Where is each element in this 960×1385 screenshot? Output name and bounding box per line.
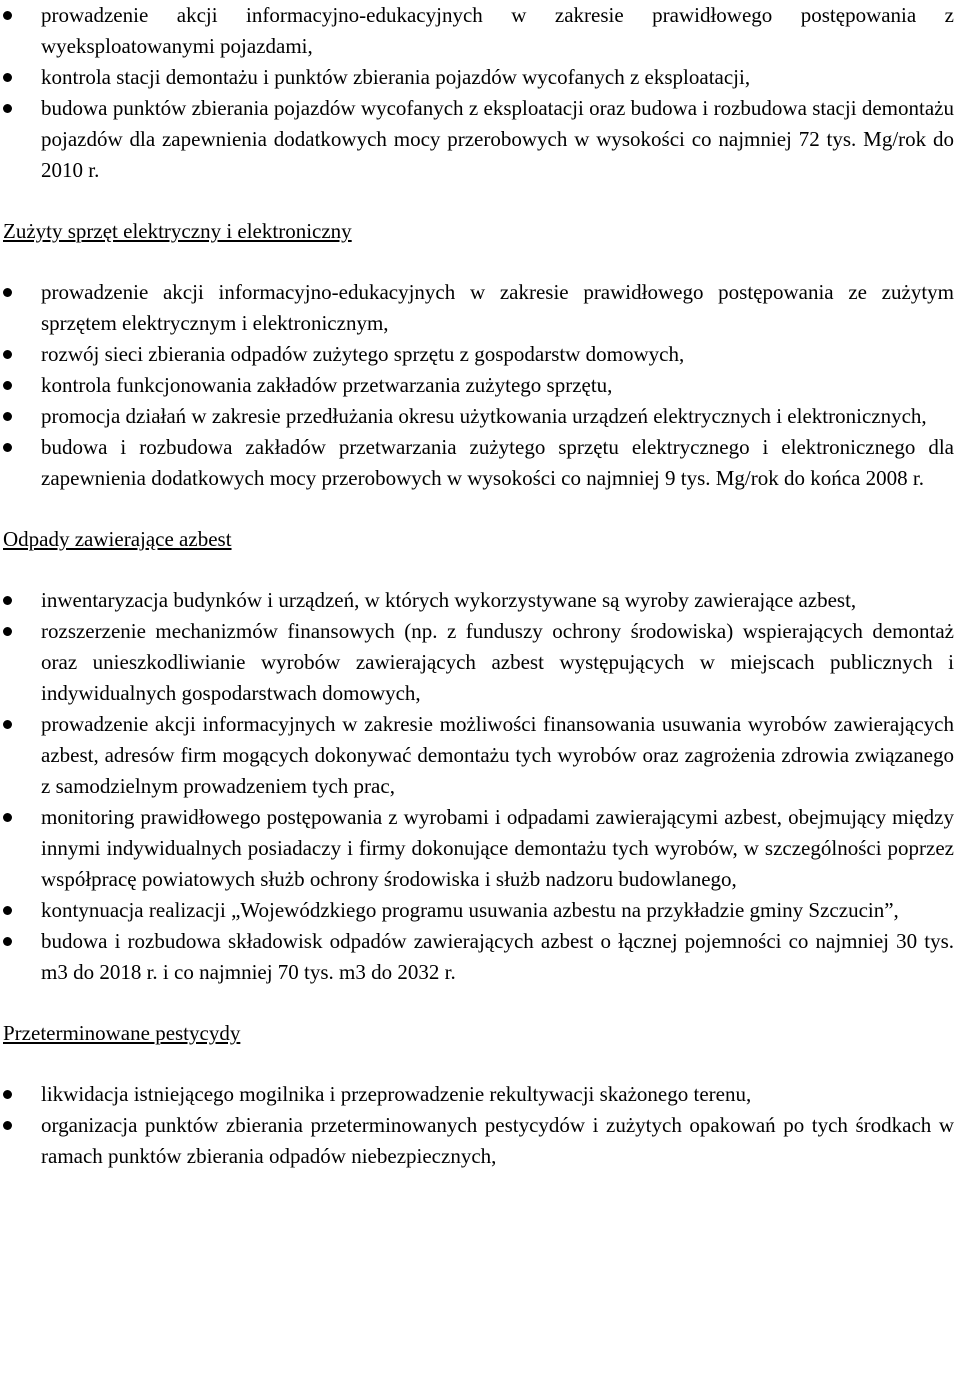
list-item-text: budowa i rozbudowa zakładów przetwarzania zużytego sprzętu elektrycznego i elektronicznego dla zapewnienia dodatkowych mocy przerobowych w wysokości co najmniej 9 tys. Mg/rok do końca 2008 r. <box>41 435 954 490</box>
asbestos-list <box>3 585 954 988</box>
bullet-icon <box>3 937 12 946</box>
list-item-text: promocja działań w zakresie przedłużania okresu użytkowania urządzeń elektrycznych i elektronicznych, <box>41 404 927 428</box>
list-item <box>3 585 954 616</box>
list-item-text: rozwój sieci zbierania odpadów zużytego sprzętu z gospodarstw domowych, <box>41 342 685 366</box>
section-heading-pesticides: Przeterminowane pestycydy <box>3 1021 241 1045</box>
bullet-icon <box>3 443 12 452</box>
bullet-icon <box>3 381 12 390</box>
list-item <box>3 895 954 926</box>
list-item-text: prowadzenie akcji informacyjno-edukacyjnych w zakresie prawidłowego postępowania z wyeksploatowanymi pojazdami, <box>41 3 954 58</box>
list-item-text: organizacja punktów zbierania przeterminowanych pestycydów i zużytych opakowań po tych środkach w ramach punktów zbierania odpadów niebezpiecznych, <box>41 1113 954 1168</box>
list-item-text: prowadzenie akcji informacyjno-edukacyjnych w zakresie prawidłowego postępowania ze zużytym sprzętem elektrycznym i elektronicznym, <box>41 280 954 335</box>
list-item <box>3 339 954 370</box>
list-item <box>3 432 954 494</box>
list-item-text: inwentaryzacja budynków i urządzeń, w których wykorzystywane są wyroby zawierające azbest, <box>41 588 857 612</box>
bullet-icon <box>3 350 12 359</box>
list-item <box>3 62 954 93</box>
list-item <box>3 370 954 401</box>
list-item <box>3 277 954 339</box>
list-item-text: budowa i rozbudowa składowisk odpadów zawierających azbest o łącznej pojemności co najmniej 30 tys. m3 do 2018 r. i co najmniej 70 tys. m3 do 2032 r. <box>41 929 954 984</box>
list-item <box>3 926 954 988</box>
bullet-icon <box>3 1121 12 1130</box>
list-item-text: rozszerzenie mechanizmów finansowych (np. z funduszy ochrony środowiska) wspierających demontaż oraz unieszkodliwianie wyrobów zawierających azbest występujących w miejscach publicznych i indywidualnych gospodarstwach domowych, <box>41 619 954 705</box>
bullet-icon <box>3 412 12 421</box>
pesticides-list <box>3 1079 954 1172</box>
vehicles-list <box>3 0 954 186</box>
bullet-icon <box>3 813 12 822</box>
bullet-icon <box>3 288 12 297</box>
list-item <box>3 616 954 709</box>
bullet-icon <box>3 1090 12 1099</box>
section-heading-asbestos: Odpady zawierające azbest <box>3 527 232 551</box>
list-item-text: kontynuacja realizacji „Wojewódzkiego programu usuwania azbestu na przykładzie gminy Szczucin”, <box>41 898 899 922</box>
list-item <box>3 802 954 895</box>
list-item <box>3 1079 954 1110</box>
list-item-text: prowadzenie akcji informacyjnych w zakresie możliwości finansowania usuwania wyrobów zawierających azbest, adresów firm mogących dokonywać demontażu tych wyrobów oraz zagrożenia zdrowia związanego z samodzielnym prowadzeniem tych prac, <box>41 712 954 798</box>
bullet-icon <box>3 596 12 605</box>
list-item-text: likwidacja istniejącego mogilnika i przeprowadzenie rekultywacji skażonego terenu, <box>41 1082 752 1106</box>
list-item <box>3 93 954 186</box>
list-item <box>3 0 954 62</box>
electronics-list <box>3 277 954 494</box>
bullet-icon <box>3 73 12 82</box>
bullet-icon <box>3 720 12 729</box>
bullet-icon <box>3 906 12 915</box>
list-item-text: monitoring prawidłowego postępowania z wyrobami i odpadami zawierającymi azbest, obejmujący między innymi indywidualnych posiadaczy i firmy dokonujące demontażu tych wyrobów, w szczególności poprzez współpracę powiatowych służb ochrony środowiska i służb nadzoru budowlanego, <box>41 805 954 891</box>
bullet-icon <box>3 11 12 20</box>
list-item <box>3 709 954 802</box>
list-item <box>3 1110 954 1172</box>
list-item <box>3 401 954 432</box>
list-item-text: kontrola stacji demontażu i punktów zbierania pojazdów wycofanych z eksploatacji, <box>41 65 751 89</box>
section-heading-electronics: Zużyty sprzęt elektryczny i elektroniczny <box>3 219 352 243</box>
bullet-icon <box>3 104 12 113</box>
list-item-text: kontrola funkcjonowania zakładów przetwarzania zużytego sprzętu, <box>41 373 613 397</box>
bullet-icon <box>3 627 12 636</box>
list-item-text: budowa punktów zbierania pojazdów wycofanych z eksploatacji oraz budowa i rozbudowa stacji demontażu pojazdów dla zapewnienia dodatkowych mocy przerobowych w wysokości co najmniej 72 tys. Mg/rok do 2010 r. <box>41 96 954 182</box>
